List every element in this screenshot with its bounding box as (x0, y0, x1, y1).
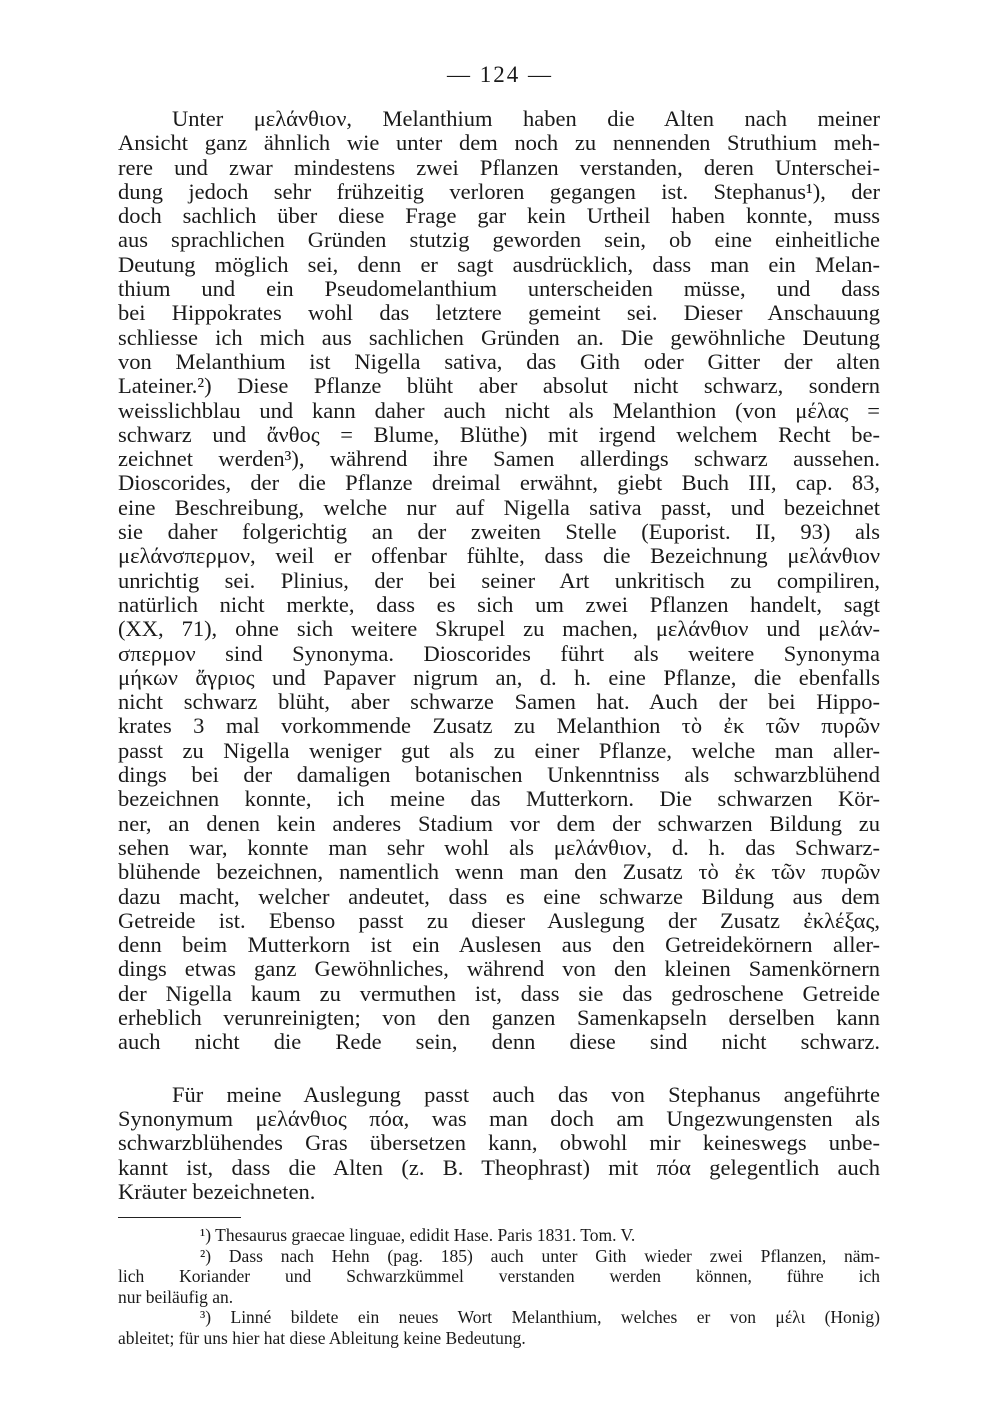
text-line: dazu macht, welcher andeutet, dass es eine schwarze Bildung aus dem (118, 883, 880, 909)
text-line: rere und zwar mindestens zwei Pflanzen verstanden, deren Unterschei- (118, 154, 880, 180)
text-line: Für meine Auslegung passt auch das von Stephanus angeführte (172, 1081, 880, 1107)
text-line: sie daher folgerichtig an der zweiten Stelle (Euporist. II, 93) als (118, 519, 880, 545)
text-line: natürlich nicht merkte, dass es sich um zwei Pflanzen handelt, sagt (118, 591, 880, 617)
footnote-line: ³) Linné bildete ein neues Wort Melanthium, welches er von μέλι (Honig) (200, 1307, 880, 1328)
text-line: weisslichblau und kann daher auch nicht als Melanthion (von μέλας = (118, 397, 880, 423)
text-line: nicht schwarz blüht, aber schwarze Samen hat. Auch der bei Hippo- (118, 689, 880, 715)
text-line: schliesse ich mich aus sachlichen Gründen an. Die gewöhnliche Deutung (118, 324, 880, 350)
text-line: von Melanthium ist Nigella sativa, das Gith oder Gitter der alten (118, 348, 880, 374)
text-line: schwarz und ἄνθος = Blume, Blüthe) mit irgend welchem Recht be- (118, 421, 880, 447)
text-line: Deutung möglich sei, denn er sagt ausdrücklich, dass man ein Melan- (118, 251, 880, 277)
text-line: ner, an denen kein anderes Stadium vor dem der schwarzen Bildung zu (118, 810, 880, 836)
footnote-rule (118, 1217, 241, 1218)
text-line: μελάνσπερμον, weil er offenbar fühlte, dass die Bezeichnung μελάνθιον (118, 543, 880, 569)
text-line: erheblich verunreinigten; von den ganzen Samenkapseln derselben kann (118, 1004, 880, 1030)
text-line: denn beim Mutterkorn ist ein Auslesen aus den Getreidekörnern aller- (118, 932, 880, 958)
text-line: σπερμον sind Synonyma. Dioscorides führt als weitere Synonyma (118, 640, 880, 666)
footnotes (118, 1225, 880, 1349)
text-line: kannt ist, dass die Alten (z. B. Theophrast) mit πόα gelegentlich auch (118, 1154, 880, 1180)
text-line: blühende bezeichnen, namentlich wenn man den Zusatz τὸ ἐκ τῶν πυρῶν (118, 859, 880, 885)
text-line: der Nigella kaum zu vermuthen ist, dass sie das gedroschene Getreide (118, 980, 880, 1006)
footnote-line: ¹) Thesaurus graecae linguae, edidit Hase. Paris 1831. Tom. V. (200, 1225, 636, 1245)
text-line: unrichtig sei. Plinius, der bei seiner Art unkritisch zu compiliren, (118, 567, 880, 593)
text-line: Kräuter bezeichneten. (118, 1179, 316, 1205)
text-line: Ansicht ganz ähnlich wie unter dem noch zu nennenden Struthium meh- (118, 130, 880, 156)
text-line: μήκων ἄγριος und Papaver nigrum an, d. h. eine Pflanze, die ebenfalls (118, 664, 880, 690)
text-line (118, 1055, 880, 1079)
text-line: auch nicht die Rede sein, denn diese sind nicht schwarz. (118, 1029, 880, 1055)
text-line: zeichnet werden³), während ihre Samen allerdings schwarz aussehen. (118, 446, 880, 472)
text-line: bei Hippokrates wohl das letztere gemeint sei. Dieser Anschauung (118, 300, 880, 326)
text-line: aus sprachlichen Gründen stutzig geworden sein, ob eine einheitliche (118, 227, 880, 253)
page-number: — 124 — (447, 62, 553, 87)
text-line: dings etwas ganz Gewöhnliches, während von den kleinen Samenkörnern (118, 956, 880, 982)
main-text (118, 107, 880, 1204)
text-line: passt zu Nigella weniger gut als zu einer Pflanze, welche man aller- (118, 737, 880, 763)
footnote-line: lich Koriander und Schwarzkümmel verstanden werden können, führe ich (118, 1266, 880, 1287)
text-line: krates 3 mal vorkommende Zusatz zu Melanthion τὸ ἐκ τῶν πυρῶν (118, 713, 880, 739)
text-line: doch sachlich über diese Frage gar kein Urtheil haben konnte, muss (118, 203, 880, 229)
text-line: thium und ein Pseudomelanthium unterscheiden müsse, und dass (118, 276, 880, 302)
text-line: Getreide ist. Ebenso passt zu dieser Auslegung der Zusatz ἐκλέξας, (118, 907, 880, 933)
text-line: Lateiner.²) Diese Pflanze blüht aber absolut nicht schwarz, sondern (118, 373, 880, 399)
footnote-line: ableitet; für uns hier hat diese Ableitung keine Bedeutung. (118, 1327, 526, 1348)
text-line: sehen war, konnte man sehr wohl als μελάνθιον, d. h. das Schwarz- (118, 834, 880, 860)
text-line: (XX, 71), ohne sich weitere Skrupel zu machen, μελάνθιον und μελάν- (118, 616, 880, 642)
text-line: Synonymum μελάνθιος πόα, was man doch am Ungezwungensten als (118, 1106, 880, 1132)
text-line: dings bei der damaligen botanischen Unkenntniss als schwarzblühend (118, 762, 880, 788)
text-line: dung jedoch sehr frühzeitig verloren gegangen ist. Stephanus¹), der (118, 178, 880, 204)
footnote-line: nur beiläufig an. (118, 1286, 234, 1307)
text-line: Unter μελάνθιον, Melanthium haben die Alten nach meiner (172, 106, 880, 131)
footnote-line: ²) Dass nach Hehn (pag. 185) auch unter Gith wieder zwei Pflanzen, näm- (200, 1245, 880, 1266)
text-line: eine Beschreibung, welche nur auf Nigella sativa passt, und bezeichnet (118, 494, 880, 520)
text-line: bezeichnen konnte, ich meine das Mutterkorn. Die schwarzen Kör- (118, 786, 880, 812)
text-line: Dioscorides, der die Pflanze dreimal erwähnt, giebt Buch III, cap. 83, (118, 470, 880, 496)
text-line: schwarzblühendes Gras übersetzen kann, obwohl mir keineswegs unbe- (118, 1130, 880, 1156)
